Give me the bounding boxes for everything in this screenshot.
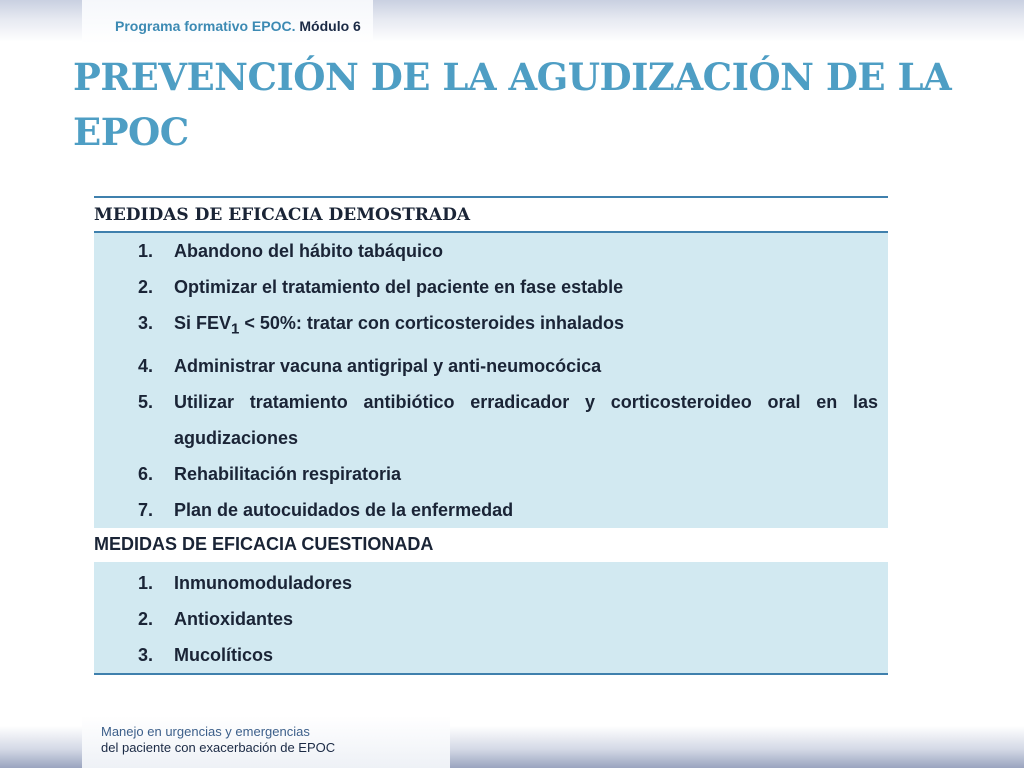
item-number: 3. bbox=[138, 644, 154, 665]
questioned-heading: MEDIDAS DE EFICACIA CUESTIONADA bbox=[94, 528, 888, 562]
item-text: Optimizar el tratamiento del paciente en fase estable bbox=[174, 277, 624, 297]
footer-line-1: Manejo en urgencias y emergencias bbox=[101, 724, 310, 739]
list-item bbox=[94, 233, 878, 269]
item-text: Inmunomoduladores bbox=[174, 572, 353, 593]
item-text: Rehabilitación respiratoria bbox=[174, 463, 402, 484]
proven-heading-row bbox=[94, 197, 888, 232]
questioned-list bbox=[94, 562, 888, 673]
item-text: Plan de autocuidados de la enfermedad bbox=[174, 499, 514, 520]
module-label: Módulo 6 bbox=[299, 18, 361, 34]
questioned-body-row bbox=[94, 562, 888, 674]
questioned-heading-row bbox=[94, 528, 888, 562]
program-name: Programa formativo EPOC. bbox=[115, 18, 296, 34]
item-text-after: < 50%: tratar con corticosteroides inhalados bbox=[239, 313, 624, 333]
list-item bbox=[94, 305, 878, 348]
item-text: Mucolíticos bbox=[174, 644, 274, 665]
item-text: Administrar vacuna antigripal y anti-neumocócica bbox=[174, 355, 602, 376]
proven-heading: MEDIDAS DE EFICACIA DEMOSTRADA bbox=[94, 197, 888, 232]
item-number: 1. bbox=[138, 241, 154, 261]
list-item bbox=[94, 601, 878, 637]
list-item bbox=[94, 565, 878, 601]
fev-subscript: 1 bbox=[231, 320, 240, 338]
list-item bbox=[94, 456, 878, 492]
slide-title: PREVENCIÓN DE LA AGUDIZACIÓN DE LA EPOC bbox=[73, 55, 952, 154]
proven-body-row bbox=[94, 232, 888, 528]
item-text-before: Si FEV bbox=[174, 313, 232, 333]
list-item bbox=[94, 384, 878, 456]
program-header bbox=[82, 0, 373, 44]
item-number: 1. bbox=[138, 572, 154, 593]
proven-list bbox=[94, 233, 888, 528]
list-item bbox=[94, 269, 878, 305]
item-number: 6. bbox=[138, 463, 154, 484]
item-number: 3. bbox=[138, 313, 154, 333]
item-number: 2. bbox=[138, 608, 154, 629]
item-number: 4. bbox=[138, 355, 154, 376]
item-number: 5. bbox=[138, 391, 154, 412]
item-number: 7. bbox=[138, 499, 154, 520]
measures-table bbox=[94, 196, 888, 675]
item-text: Antioxidantes bbox=[174, 608, 294, 629]
item-number: 2. bbox=[138, 277, 154, 297]
item-text: Abandono del hábito tabáquico bbox=[174, 241, 443, 261]
footer-caption bbox=[82, 716, 450, 768]
list-item bbox=[94, 492, 878, 528]
list-item bbox=[94, 348, 878, 384]
list-item bbox=[94, 637, 878, 673]
item-text: Utilizar tratamiento antibiótico erradicador y corticosteroideo oral en las agudizaciones bbox=[174, 391, 878, 448]
footer-line-2: del paciente con exacerbación de EPOC bbox=[101, 740, 336, 755]
